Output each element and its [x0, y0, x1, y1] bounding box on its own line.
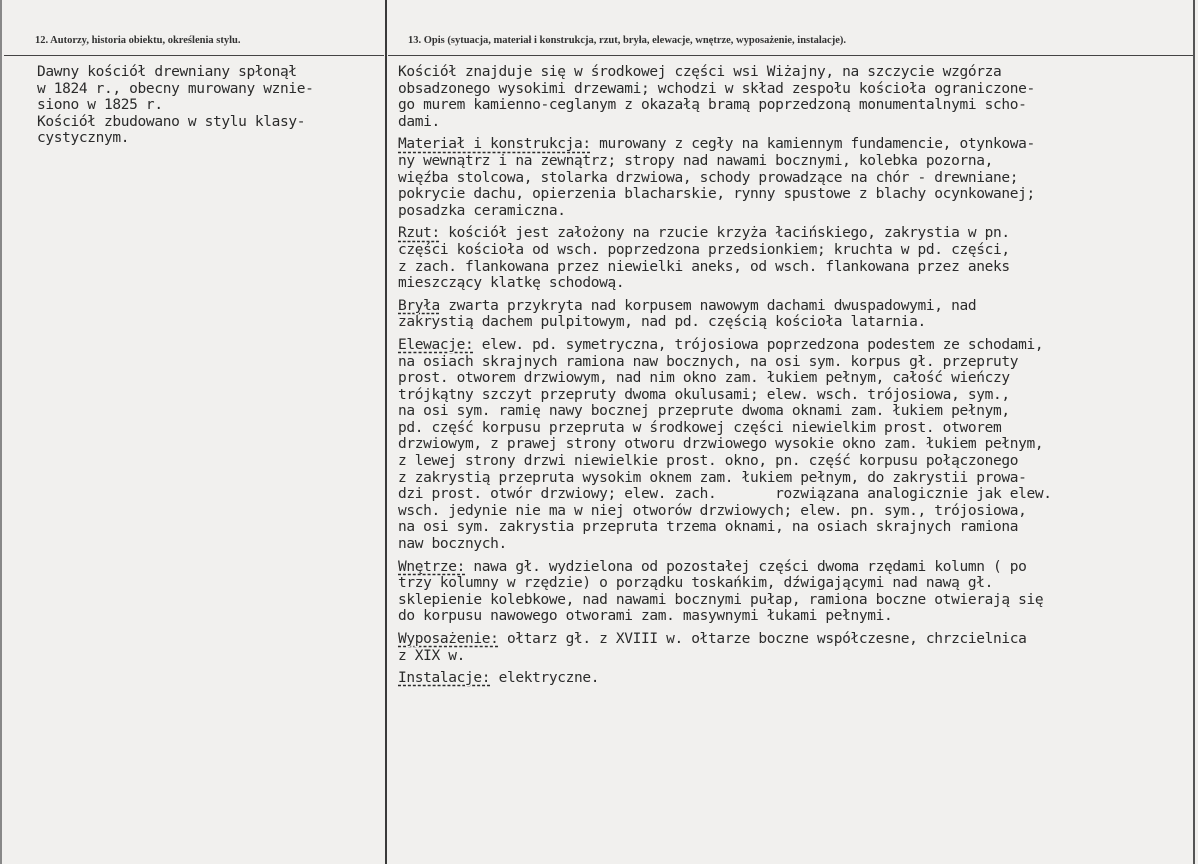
section-line: pokrycie dachu, opierzenia blacharskie, rynny spustowe z blachy ocynkowanej;	[398, 186, 1035, 203]
right-edge	[1193, 0, 1195, 864]
section-line: ny wewnątrz i na zewnątrz; stropy nad nawami bocznymi, kolebka pozorna,	[398, 152, 993, 169]
section-line: z lewej strony drzwi niewielkie prost. okno, pn. część korpusu połączonego	[398, 453, 1019, 470]
history-line: siono w 1825 r.	[37, 97, 163, 114]
section-line: dami.	[398, 113, 440, 130]
section-first-line	[398, 631, 1052, 648]
section-line: na osiach skrajnych ramiona naw bocznych, na osi sym. korpus gł. przepruty	[398, 353, 1019, 370]
history-line: Kościół zbudowano w stylu klasy-	[37, 113, 306, 130]
description-section	[398, 337, 1052, 553]
right-header-rule	[388, 55, 1193, 56]
section-line: pd. część korpusu przepruta w środkowej części niewielkim prost. otworem	[398, 419, 1002, 436]
section-text: elektryczne.	[490, 670, 600, 687]
section-first-line	[398, 670, 1052, 687]
history-line: cystycznym.	[37, 130, 130, 147]
section-first-line	[398, 225, 1052, 242]
history-line: Dawny kościół drewniany spłonął	[37, 64, 297, 80]
section-line: dzi prost. otwór drzwiowy; elew. zach. rozwiązana analogicznie jak elew.	[398, 486, 1052, 503]
section-label: Wyposażenie:	[398, 631, 499, 647]
description-section	[398, 136, 1052, 219]
section-text: elew. pd. symetryczna, trójosiowa poprzedzona podestem ze schodami,	[473, 336, 1044, 353]
section-line: drzwiowym, z prawej strony otworu drzwiowego wysokie okno zam. łukiem pełnym,	[398, 436, 1044, 453]
section-first-line	[398, 298, 1052, 315]
left-header-rule	[4, 55, 384, 56]
section-text: ołtarz gł. z XVIII w. ołtarze boczne współczesne, chrzcielnica	[498, 631, 1027, 647]
left-edge	[0, 0, 2, 864]
section-line: posadzka ceramiczna.	[398, 202, 566, 219]
section-first-line	[398, 136, 1052, 153]
column-divider	[385, 0, 387, 864]
section-label: Bryła	[398, 297, 440, 314]
section-first-line	[398, 64, 1052, 81]
section-first-line	[398, 337, 1052, 354]
description-section	[398, 225, 1052, 291]
section-label: Rzut:	[398, 225, 440, 242]
description-section	[398, 559, 1052, 625]
section-line: z XIX w.	[398, 647, 466, 664]
section-line: więźba stolcowa, stolarka drzwiowa, schody prowadzące na chór - drewniane;	[398, 169, 1019, 186]
section-label: Elewacje:	[398, 336, 474, 353]
section-line: wsch. jedynie nie ma w niej otworów drzwiowych; elew. pn. sym., trójosiowa,	[398, 502, 1027, 519]
description-section	[398, 670, 1052, 687]
description-section	[398, 64, 1052, 130]
section-text: murowany z cegły na kamiennym fundamencie, otynkowa-	[590, 136, 1035, 153]
section-text: Kościół znajduje się w środkowej części wsi Wiżajny, na szczycie wzgórza	[398, 64, 1002, 80]
section-line: trójkątny szczyt przepruty dwoma okulusami; elew. wsch. trójosiowa, sym.,	[398, 386, 1010, 403]
section-label: Instalacje:	[398, 670, 491, 687]
description-section	[398, 298, 1052, 331]
section-line: na osi sym. ramię nawy bocznej przeprute dwoma oknami zam. łukiem pełnym,	[398, 403, 1010, 420]
section-line: z zakrystią przepruta wysokim oknem zam. łukiem pełnym, do zakrystii prowa-	[398, 469, 1027, 486]
section-line: go murem kamienno-ceglanym z okazałą bramą poprzedzoną monumentalnymi scho-	[398, 97, 1027, 114]
section-line: części kościoła od wsch. poprzedzona przedsionkiem; kruchta w pd. części,	[398, 241, 1010, 258]
section-label: Materiał i konstrukcja:	[398, 136, 591, 153]
section-text: zwarta przykryta nad korpusem nawowym dachami dwuspadowymi, nad	[439, 297, 977, 314]
section-line: trzy kolumny w rzędzie) o porządku toskańkim, dźwigającymi nad nawą gł.	[398, 575, 993, 592]
section-line: mieszczący klatkę schodową.	[398, 275, 625, 292]
section-text: nawa gł. wydzielona od pozostałej części dwoma rzędami kolumn ( po	[465, 558, 1027, 575]
section-line: sklepienie kolebkowe, nad nawami bocznymi pułap, ramiona boczne otwierają się	[398, 591, 1044, 608]
section-label: Wnętrze:	[398, 558, 466, 575]
right-column-header: 13. Opis (sytuacja, materiał i konstrukcja, rzut, bryła, elewacje, wnętrze, wyposażenie, instalacje).	[408, 35, 847, 46]
section-first-line	[398, 559, 1052, 576]
section-line: na osi sym. zakrystia przepruta trzema oknami, na osiach skrajnych ramiona	[398, 519, 1019, 536]
section-text: kościół jest założony na rzucie krzyża łacińskiego, zakrystia w pn.	[439, 225, 1010, 242]
section-line: prost. otworem drzwiowym, nad nim okno zam. łukiem pełnym, całość wieńczy	[398, 370, 1010, 387]
section-line: z zach. flankowana przez niewielki aneks, od wsch. flankowana przez aneks	[398, 258, 1010, 275]
section-line: do korpusu nawowego otworami zam. masywnymi łukami pełnymi.	[398, 608, 893, 625]
section-line: zakrystią dachem pulpitowym, nad pd. częścią kościoła latarnia.	[398, 314, 926, 331]
history-line: w 1824 r., obecny murowany wznie-	[37, 80, 314, 97]
history-text	[37, 64, 314, 147]
section-line: naw bocznych.	[398, 536, 507, 553]
left-column-header: 12. Autorzy, historia obiektu, określenia stylu.	[35, 35, 241, 46]
description-text	[398, 64, 1052, 693]
description-section	[398, 631, 1052, 664]
section-line: obsadzonego wysokimi drzewami; wchodzi w skład zespołu kościoła ograniczone-	[398, 80, 1035, 97]
